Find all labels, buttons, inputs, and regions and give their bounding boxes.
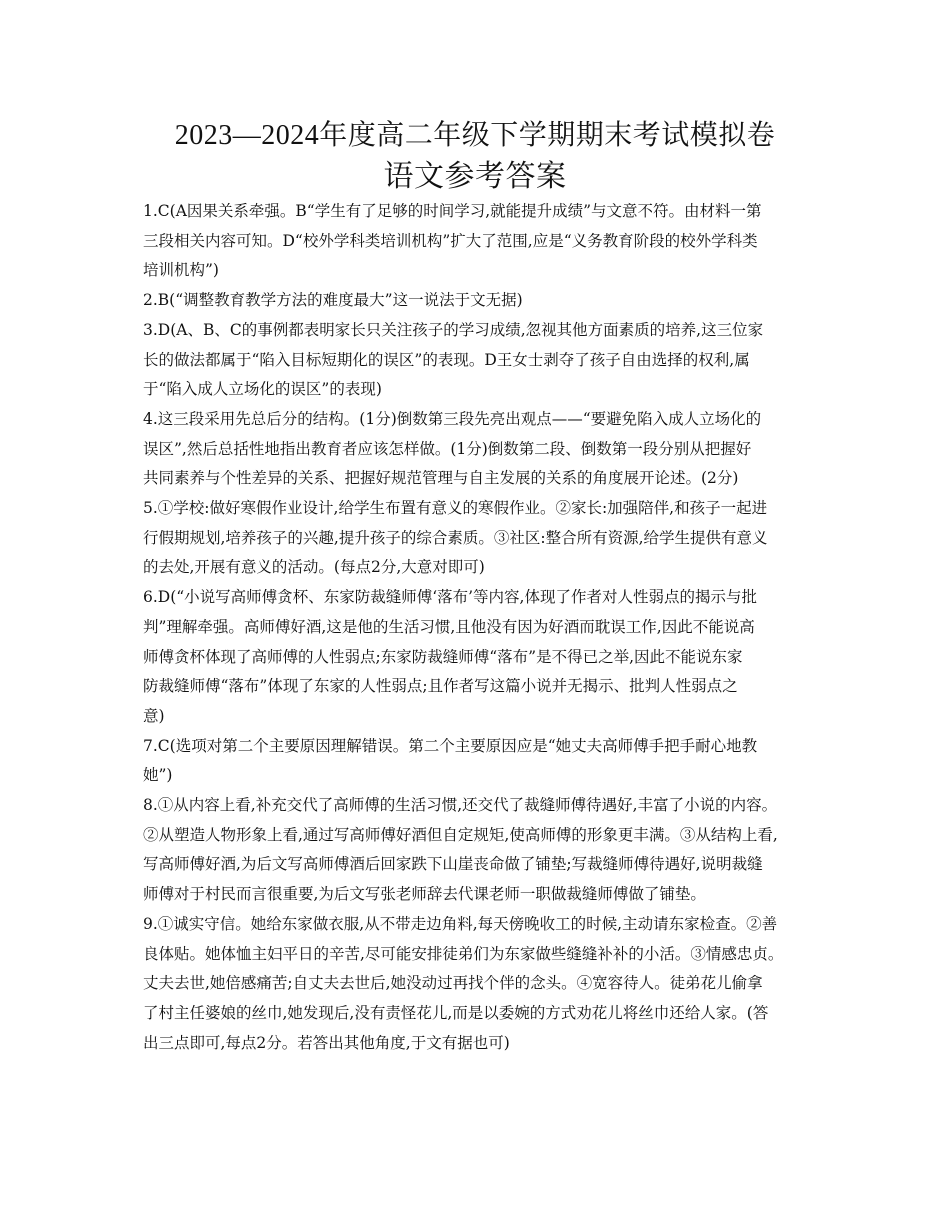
answer-line: 出三点即可,每点2分。若答出其他角度,于文有据也可) (143, 1033, 510, 1052)
answer-line: 师傅贪杯体现了高师傅的人性弱点;东家防裁缝师傅“落布”是不得已之举,因此不能说东家 (143, 647, 743, 666)
answer-line: 5.①学校:做好寒假作业设计,给学生布置有意义的寒假作业。②家长:加强陪伴,和孩子一起进 (143, 499, 768, 518)
answer-list (143, 197, 811, 1058)
answer-line: 4.这三段采用先总后分的结构。(1分)倒数第三段先亮出观点——“要避免陷入成人立场化的 (143, 409, 762, 428)
answer-line: 6.D(“小说写高师傅贪杯、东家防裁缝师傅‘落布’等内容,体现了作者对人性弱点的揭示与批 (143, 588, 757, 607)
answer-line: 共同素养与个性差异的关系、把握好规范管理与自主发展的关系的角度展开论述。(2分) (143, 469, 739, 488)
answer-line: 7.C(选项对第二个主要原因理解错误。第二个主要原因应是“她丈夫高师傅手把手耐心地教 (143, 736, 758, 755)
answer-line: 培训机构”) (143, 261, 219, 280)
answer-line: 行假期规划,培养孩子的兴趣,提升孩子的综合素质。③社区:整合所有资源,给学生提供有意义 (143, 528, 768, 547)
answer-line: ②从塑造人物形象上看,通过写高师傅好酒但自定规矩,使高师傅的形象更丰满。③从结构上看, (143, 825, 778, 844)
answer-line: 8.①从内容上看,补充交代了高师傅的生活习惯,还交代了裁缝师傅待遇好,丰富了小说的内容。 (143, 796, 778, 815)
answer-line: 误区”,然后总括性地指出教育者应该怎样做。(1分)倒数第二段、倒数第一段分别从把握好 (143, 439, 752, 458)
answer-line: 写高师傅好酒,为后文写高师傅酒后回家跌下山崖丧命做了铺垫;写裁缝师傅待遇好,说明裁缝 (143, 855, 763, 874)
answer-line: 3.D(A、B、C的事例都表明家长只关注孩子的学习成绩,忽视其他方面素质的培养,这三位家 (143, 320, 764, 339)
answer-line: 师傅对于村民而言很重要,为后文写张老师辞去代课老师一职做裁缝师傅做了铺垫。 (143, 885, 706, 904)
answer-line: 她”) (143, 766, 173, 785)
answer-line: 三段相关内容可知。D“校外学科类培训机构”扩大了范围,应是“义务教育阶段的校外学科类 (143, 231, 758, 250)
answer-line: 意) (143, 706, 165, 725)
answer-line: 防裁缝师傅“落布”体现了东家的人性弱点;且作者写这篇小说并无揭示、批判人性弱点之 (143, 677, 738, 696)
exam-subtitle: 语文参考答案 (383, 160, 567, 193)
answer-line: 良体贴。她体恤主妇平日的辛苦,尽可能安排徒弟们为东家做些缝缝补补的小活。③情感忠贞。 (143, 944, 784, 963)
answer-line: 的去处,开展有意义的活动。(每点2分,大意对即可) (143, 558, 485, 577)
answer-line: 于“陷入成人立场化的误区”的表现) (143, 380, 382, 399)
exam-title: 2023—2024年度高二年级下学期期末考试模拟卷 (174, 120, 776, 151)
answer-line: 1.C(A因果关系牵强。B“学生有了足够的时间学习,就能提升成绩”与文意不符。由材料一第 (143, 202, 762, 220)
answer-line: 2.B(“调整教育教学方法的难度最大”这一说法于文无据) (143, 291, 523, 310)
answer-line: 丈夫去世,她倍感痛苦;自丈夫去世后,她没动过再找个伴的念头。④宽容待人。徒弟花儿偷拿 (143, 974, 763, 993)
answer-line: 9.①诚实守信。她给东家做衣服,从不带走边角料,每天傍晚收工的时候,主动请东家检查。②善 (143, 914, 778, 933)
answer-line: 判”理解牵强。高师傅好酒,这是他的生活习惯,且他没有因为好酒而耽误工作,因此不能说高 (143, 617, 755, 636)
answer-line: 长的做法都属于“陷入目标短期化的误区”的表现。D王女士剥夺了孩子自由选择的权利,属 (143, 350, 750, 369)
answer-line: 了村主任婆娘的丝巾,她发现后,没有责怪花儿,而是以委婉的方式劝花儿将丝巾还给人家。(答 (143, 1003, 769, 1022)
